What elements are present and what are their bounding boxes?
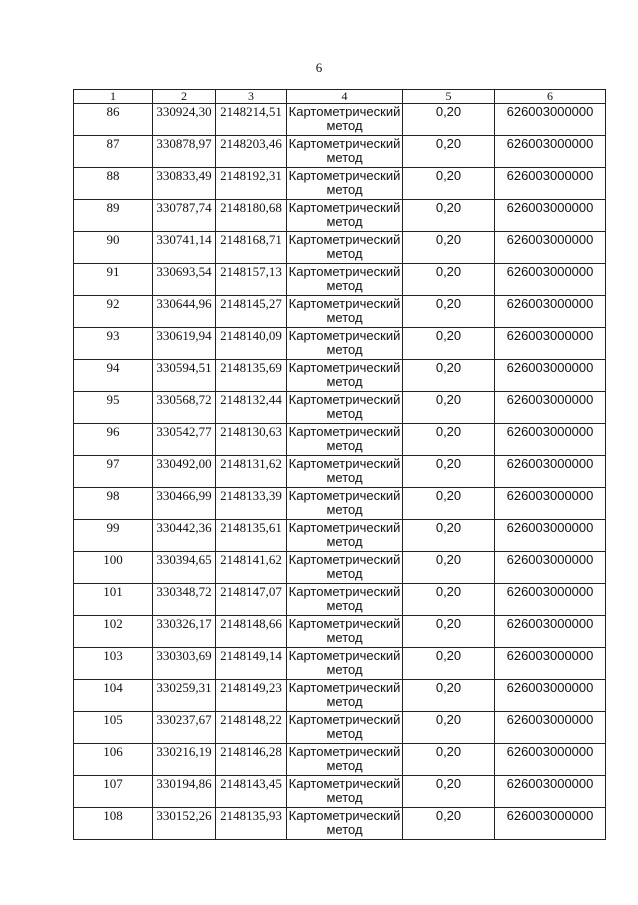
coordinate-x-cell: 330833,49 — [153, 168, 216, 200]
point-number-cell: 95 — [74, 392, 153, 424]
coordinate-y-cell: 2148141,62 — [216, 552, 287, 584]
point-number-cell: 87 — [74, 136, 153, 168]
method-line-2: метод — [326, 694, 363, 709]
method-cell — [287, 360, 403, 392]
method-line-2: метод — [326, 662, 363, 677]
point-number-cell: 86 — [74, 104, 153, 136]
coordinate-x-cell: 330194,86 — [153, 776, 216, 808]
coordinate-x-cell: 330878,97 — [153, 136, 216, 168]
code-cell: 626003000000 — [495, 584, 606, 616]
coordinate-x-cell: 330619,94 — [153, 328, 216, 360]
accuracy-cell: 0,20 — [403, 616, 495, 648]
method-line-1: Картометрический — [288, 136, 401, 151]
point-number-cell: 89 — [74, 200, 153, 232]
table-row — [74, 520, 606, 552]
code-cell: 626003000000 — [495, 712, 606, 744]
table-row — [74, 200, 606, 232]
coordinate-y-cell: 2148135,69 — [216, 360, 287, 392]
method-cell — [287, 648, 403, 680]
accuracy-cell: 0,20 — [403, 104, 495, 136]
method-line-2: метод — [326, 470, 363, 485]
method-line-1: Картометрический — [288, 392, 401, 407]
accuracy-cell: 0,20 — [403, 808, 495, 840]
coordinate-x-cell: 330442,36 — [153, 520, 216, 552]
code-cell: 626003000000 — [495, 456, 606, 488]
table-row — [74, 136, 606, 168]
point-number-cell: 88 — [74, 168, 153, 200]
column-header-3: 3 — [216, 90, 287, 104]
code-cell: 626003000000 — [495, 680, 606, 712]
point-number-cell: 106 — [74, 744, 153, 776]
table-row — [74, 744, 606, 776]
point-number-cell: 90 — [74, 232, 153, 264]
point-number-cell: 93 — [74, 328, 153, 360]
method-line-1: Картометрический — [288, 360, 401, 375]
method-line-1: Картометрический — [288, 200, 401, 215]
method-line-2: метод — [326, 598, 363, 613]
point-number-cell: 91 — [74, 264, 153, 296]
table-row — [74, 776, 606, 808]
table-row — [74, 232, 606, 264]
point-number-cell: 104 — [74, 680, 153, 712]
column-header-2: 2 — [153, 90, 216, 104]
coordinate-y-cell: 2148203,46 — [216, 136, 287, 168]
method-line-2: метод — [326, 726, 363, 741]
method-cell — [287, 456, 403, 488]
method-line-1: Картометрический — [288, 680, 401, 695]
code-cell: 626003000000 — [495, 264, 606, 296]
coordinate-y-cell: 2148157,13 — [216, 264, 287, 296]
column-header-6: 6 — [495, 90, 606, 104]
method-line-2: метод — [326, 630, 363, 645]
method-line-2: метод — [326, 278, 363, 293]
coordinate-y-cell: 2148168,71 — [216, 232, 287, 264]
method-line-1: Картометрический — [288, 264, 401, 279]
coordinate-y-cell: 2148131,62 — [216, 456, 287, 488]
method-cell — [287, 584, 403, 616]
coordinate-x-cell: 330466,99 — [153, 488, 216, 520]
table-row — [74, 584, 606, 616]
code-cell: 626003000000 — [495, 776, 606, 808]
table-header-row — [74, 90, 606, 104]
accuracy-cell: 0,20 — [403, 296, 495, 328]
table-row — [74, 680, 606, 712]
accuracy-cell: 0,20 — [403, 136, 495, 168]
coordinate-y-cell: 2148146,28 — [216, 744, 287, 776]
code-cell: 626003000000 — [495, 232, 606, 264]
coordinate-x-cell: 330492,00 — [153, 456, 216, 488]
code-cell: 626003000000 — [495, 104, 606, 136]
method-cell — [287, 104, 403, 136]
accuracy-cell: 0,20 — [403, 200, 495, 232]
point-number-cell: 96 — [74, 424, 153, 456]
table-row — [74, 648, 606, 680]
method-cell — [287, 712, 403, 744]
method-cell — [287, 616, 403, 648]
table-row — [74, 296, 606, 328]
method-line-2: метод — [326, 534, 363, 549]
method-line-2: метод — [326, 150, 363, 165]
method-cell — [287, 680, 403, 712]
method-line-1: Картометрический — [288, 456, 401, 471]
coordinate-y-cell: 2148147,07 — [216, 584, 287, 616]
method-cell — [287, 264, 403, 296]
method-line-2: метод — [326, 374, 363, 389]
accuracy-cell: 0,20 — [403, 552, 495, 584]
point-number-cell: 98 — [74, 488, 153, 520]
coordinate-y-cell: 2148140,09 — [216, 328, 287, 360]
coordinate-y-cell: 2148149,14 — [216, 648, 287, 680]
method-line-2: метод — [326, 310, 363, 325]
code-cell: 626003000000 — [495, 360, 606, 392]
accuracy-cell: 0,20 — [403, 168, 495, 200]
table-row — [74, 488, 606, 520]
code-cell: 626003000000 — [495, 136, 606, 168]
code-cell: 626003000000 — [495, 616, 606, 648]
method-line-2: метод — [326, 118, 363, 133]
accuracy-cell: 0,20 — [403, 360, 495, 392]
accuracy-cell: 0,20 — [403, 232, 495, 264]
coordinate-x-cell: 330259,31 — [153, 680, 216, 712]
coordinate-y-cell: 2148148,22 — [216, 712, 287, 744]
method-line-1: Картометрический — [288, 808, 401, 823]
coordinate-x-cell: 330542,77 — [153, 424, 216, 456]
method-line-1: Картометрический — [288, 104, 401, 119]
code-cell: 626003000000 — [495, 424, 606, 456]
coordinate-y-cell: 2148135,61 — [216, 520, 287, 552]
point-number-cell: 97 — [74, 456, 153, 488]
method-line-1: Картометрический — [288, 552, 401, 567]
method-cell — [287, 296, 403, 328]
table-row — [74, 104, 606, 136]
code-cell: 626003000000 — [495, 200, 606, 232]
method-line-1: Картометрический — [288, 168, 401, 183]
table-row — [74, 424, 606, 456]
coordinate-x-cell: 330216,19 — [153, 744, 216, 776]
accuracy-cell: 0,20 — [403, 584, 495, 616]
coordinate-y-cell: 2148148,66 — [216, 616, 287, 648]
code-cell: 626003000000 — [495, 552, 606, 584]
accuracy-cell: 0,20 — [403, 776, 495, 808]
column-header-5: 5 — [403, 90, 495, 104]
method-line-2: метод — [326, 182, 363, 197]
method-line-1: Картометрический — [288, 776, 401, 791]
method-line-1: Картометрический — [288, 712, 401, 727]
coordinate-y-cell: 2148130,63 — [216, 424, 287, 456]
coordinates-table — [73, 89, 606, 840]
point-number-cell: 92 — [74, 296, 153, 328]
method-line-1: Картометрический — [288, 520, 401, 535]
coordinate-y-cell: 2148149,23 — [216, 680, 287, 712]
method-line-2: метод — [326, 246, 363, 261]
accuracy-cell: 0,20 — [403, 520, 495, 552]
table-row — [74, 552, 606, 584]
method-line-2: метод — [326, 758, 363, 773]
method-cell — [287, 424, 403, 456]
accuracy-cell: 0,20 — [403, 424, 495, 456]
accuracy-cell: 0,20 — [403, 456, 495, 488]
coordinate-y-cell: 2148214,51 — [216, 104, 287, 136]
method-line-1: Картометрический — [288, 616, 401, 631]
accuracy-cell: 0,20 — [403, 712, 495, 744]
method-line-2: метод — [326, 406, 363, 421]
column-header-4: 4 — [287, 90, 403, 104]
code-cell: 626003000000 — [495, 488, 606, 520]
point-number-cell: 101 — [74, 584, 153, 616]
coordinate-x-cell: 330741,14 — [153, 232, 216, 264]
code-cell: 626003000000 — [495, 808, 606, 840]
accuracy-cell: 0,20 — [403, 328, 495, 360]
method-line-2: метод — [326, 790, 363, 805]
method-line-2: метод — [326, 566, 363, 581]
method-line-1: Картометрический — [288, 584, 401, 599]
table-row — [74, 712, 606, 744]
coordinate-x-cell: 330568,72 — [153, 392, 216, 424]
method-line-1: Картометрический — [288, 328, 401, 343]
method-cell — [287, 776, 403, 808]
coordinate-y-cell: 2148145,27 — [216, 296, 287, 328]
coordinate-y-cell: 2148180,68 — [216, 200, 287, 232]
code-cell: 626003000000 — [495, 296, 606, 328]
method-cell — [287, 168, 403, 200]
coordinate-y-cell: 2148135,93 — [216, 808, 287, 840]
method-cell — [287, 232, 403, 264]
method-cell — [287, 328, 403, 360]
code-cell: 626003000000 — [495, 168, 606, 200]
accuracy-cell: 0,20 — [403, 488, 495, 520]
method-cell — [287, 552, 403, 584]
coordinate-x-cell: 330787,74 — [153, 200, 216, 232]
code-cell: 626003000000 — [495, 744, 606, 776]
table-body — [74, 104, 606, 840]
point-number-cell: 100 — [74, 552, 153, 584]
coordinate-x-cell: 330326,17 — [153, 616, 216, 648]
point-number-cell: 107 — [74, 776, 153, 808]
point-number-cell: 94 — [74, 360, 153, 392]
method-line-1: Картометрический — [288, 232, 401, 247]
coordinate-x-cell: 330152,26 — [153, 808, 216, 840]
table-row — [74, 456, 606, 488]
method-line-1: Картометрический — [288, 296, 401, 311]
method-line-2: метод — [326, 822, 363, 837]
accuracy-cell: 0,20 — [403, 648, 495, 680]
coordinate-y-cell: 2148192,31 — [216, 168, 287, 200]
point-number-cell: 103 — [74, 648, 153, 680]
method-line-1: Картометрический — [288, 744, 401, 759]
code-cell: 626003000000 — [495, 392, 606, 424]
code-cell: 626003000000 — [495, 328, 606, 360]
method-line-2: метод — [326, 342, 363, 357]
point-number-cell: 102 — [74, 616, 153, 648]
coordinate-y-cell: 2148133,39 — [216, 488, 287, 520]
coordinate-x-cell: 330394,65 — [153, 552, 216, 584]
coordinate-x-cell: 330303,69 — [153, 648, 216, 680]
method-cell — [287, 520, 403, 552]
method-cell — [287, 136, 403, 168]
coordinate-x-cell: 330924,30 — [153, 104, 216, 136]
point-number-cell: 105 — [74, 712, 153, 744]
method-cell — [287, 200, 403, 232]
point-number-cell: 99 — [74, 520, 153, 552]
coordinate-x-cell: 330348,72 — [153, 584, 216, 616]
table-row — [74, 264, 606, 296]
method-line-1: Картометрический — [288, 424, 401, 439]
method-cell — [287, 392, 403, 424]
method-line-2: метод — [326, 438, 363, 453]
table-row — [74, 168, 606, 200]
coordinate-x-cell: 330237,67 — [153, 712, 216, 744]
method-cell — [287, 744, 403, 776]
table-row — [74, 392, 606, 424]
coordinate-y-cell: 2148132,44 — [216, 392, 287, 424]
accuracy-cell: 0,20 — [403, 744, 495, 776]
method-line-2: метод — [326, 214, 363, 229]
method-cell — [287, 488, 403, 520]
coordinate-x-cell: 330644,96 — [153, 296, 216, 328]
accuracy-cell: 0,20 — [403, 392, 495, 424]
code-cell: 626003000000 — [495, 520, 606, 552]
method-line-2: метод — [326, 502, 363, 517]
method-line-1: Картометрический — [288, 488, 401, 503]
method-cell — [287, 808, 403, 840]
method-line-1: Картометрический — [288, 648, 401, 663]
accuracy-cell: 0,20 — [403, 264, 495, 296]
table-row — [74, 328, 606, 360]
column-header-1: 1 — [74, 90, 153, 104]
coordinate-x-cell: 330594,51 — [153, 360, 216, 392]
coordinate-y-cell: 2148143,45 — [216, 776, 287, 808]
page-number: 6 — [315, 60, 323, 75]
point-number-cell: 108 — [74, 808, 153, 840]
code-cell: 626003000000 — [495, 648, 606, 680]
accuracy-cell: 0,20 — [403, 680, 495, 712]
table-row — [74, 616, 606, 648]
coordinate-x-cell: 330693,54 — [153, 264, 216, 296]
table-row — [74, 808, 606, 840]
table-row — [74, 360, 606, 392]
